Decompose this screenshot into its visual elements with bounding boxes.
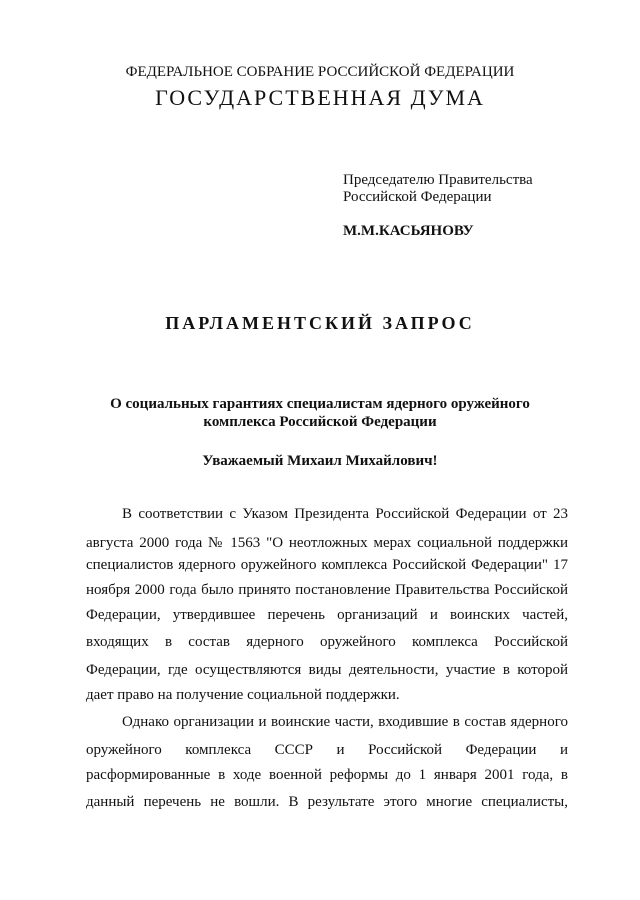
body-line: ноября 2000 года было принято постановление Правительства Российской (86, 582, 568, 598)
subject-line-1: О социальных гарантиях специалистам ядерного оружейного (110, 396, 530, 412)
body-line: августа 2000 года № 1563 "О неотложных мерах социальной поддержки (86, 535, 568, 551)
body-line: оружейного комплекса СССР и Российской Федерации и (86, 742, 568, 758)
letterhead-chamber: ГОСУДАРСТВЕННАЯ ДУМА (155, 85, 485, 110)
body-line: Федерации, утвердившее перечень организаций и воинских частей, (86, 607, 568, 623)
document-title: ПАРЛАМЕНТСКИЙ ЗАПРОС (165, 313, 475, 333)
body-line: специалистов ядерного оружейного комплекса Российской Федерации" 17 (86, 557, 568, 573)
body-line: дает право на получение социальной поддержки. (86, 687, 400, 703)
body-line: В соответствии с Указом Президента Российской Федерации от 23 (122, 506, 568, 522)
body-line: Федерации, где осуществляются виды деятельности, участие в которой (86, 662, 568, 678)
body-line: входящих в состав ядерного оружейного комплекса Российской (86, 634, 568, 650)
subject-line-2: комплекса Российской Федерации (203, 414, 437, 430)
body-line: Однако организации и воинские части, входившие в состав ядерного (122, 714, 568, 730)
addressee-name: М.М.КАСЬЯНОВУ (343, 223, 474, 239)
addressee-title-line-1: Председателю Правительства (343, 172, 533, 188)
addressee-title-line-2: Российской Федерации (343, 189, 492, 205)
greeting: Уважаемый Михаил Михайлович! (202, 453, 438, 469)
body-line: данный перечень не вошли. В результате этого многие специалисты, (86, 794, 568, 810)
letterhead-organization: ФЕДЕРАЛЬНОЕ СОБРАНИЕ РОССИЙСКОЙ ФЕДЕРАЦИИ (125, 64, 515, 80)
body-line: расформированные в ходе военной реформы до 1 января 2001 года, в (86, 767, 568, 783)
